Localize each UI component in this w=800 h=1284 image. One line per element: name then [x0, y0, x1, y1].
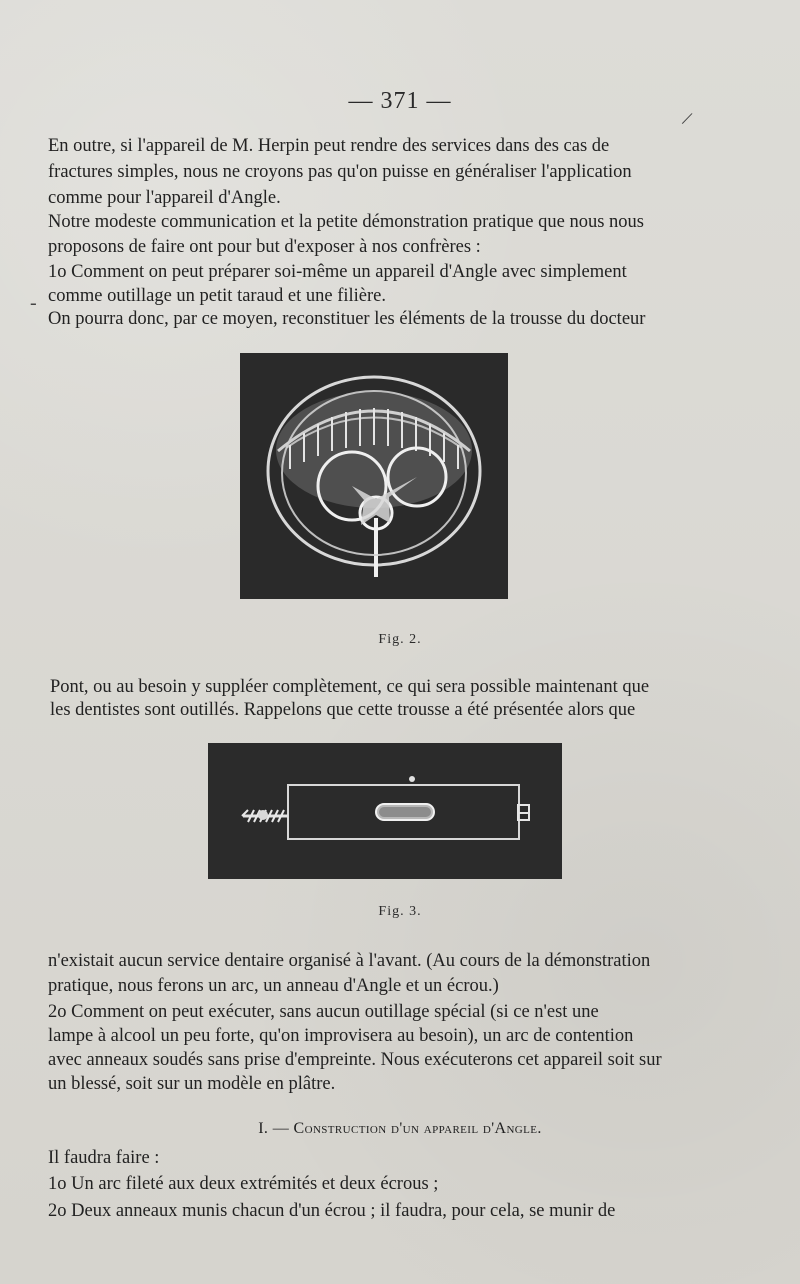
section-title: I. — Construction d'un appareil d'Angle. [258, 1120, 542, 1137]
figure-3-image [208, 743, 562, 879]
figure-2-caption: Fig. 2. [378, 632, 422, 647]
paragraph-line-4: Notre modeste communication et la petite démonstration pratique que nous nous [48, 212, 644, 232]
paragraph-line-19: 2o Deux anneaux munis chacun d'un écrou ; il faudra, pour cela, se munir de [48, 1201, 616, 1221]
paragraph-line-15: avec anneaux soudés sans prise d'empreinte. Nous exécuterons cet appareil soit sur [48, 1050, 662, 1070]
paragraph-line-7: comme outillage un petit taraud et une filière. [48, 286, 387, 306]
paragraph-line-5: proposons de faire ont pour but d'exposer à nos confrères : [48, 237, 481, 257]
paragraph-line-9: Pont, ou au besoin y suppléer complètement, ce qui sera possible maintenant que [50, 677, 650, 697]
figure-3-caption: Fig. 3. [378, 904, 422, 919]
threaded-arc-illustration [208, 743, 562, 879]
paragraph-line-11: n'existait aucun service dentaire organisé à l'avant. (Au cours de la démonstration [48, 951, 651, 971]
paragraph-line-13: 2o Comment on peut exécuter, sans aucun outillage spécial (si ce n'est une [48, 1002, 599, 1022]
paragraph-line-17: Il faudra faire : [48, 1148, 160, 1168]
paragraph-line-18: 1o Un arc fileté aux deux extrémités et deux écrous ; [48, 1174, 439, 1194]
paragraph-line-8: On pourra donc, par ce moyen, reconstituer les éléments de la trousse du docteur [48, 309, 646, 329]
paragraph-line-16: un blessé, soit sur un modèle en plâtre. [48, 1074, 336, 1094]
speck-mark: / [679, 107, 695, 131]
paragraph-line-14: lampe à alcool un peu forte, qu'on improvisera au besoin), un arc de contention [48, 1026, 634, 1046]
paragraph-line-6: 1o Comment on peut préparer soi-même un appareil d'Angle avec simplement [48, 262, 627, 282]
paragraph-line-12: pratique, nous ferons un arc, un anneau d'Angle et un écrou.) [48, 976, 499, 996]
figure-2-image [240, 353, 508, 599]
paragraph-line-2: fractures simples, nous ne croyons pas qu'on puisse en généraliser l'application [48, 162, 632, 182]
paragraph-line-1: En outre, si l'appareil de M. Herpin peut rendre des services dans des cas de [48, 136, 610, 156]
margin-mark: - [30, 292, 37, 314]
die-tool-illustration [240, 353, 508, 599]
page-number: — 371 — [348, 88, 452, 114]
paragraph-line-3: comme pour l'appareil d'Angle. [48, 188, 281, 208]
paragraph-line-10: les dentistes sont outillés. Rappelons que cette trousse a été présentée alors que [50, 700, 636, 720]
